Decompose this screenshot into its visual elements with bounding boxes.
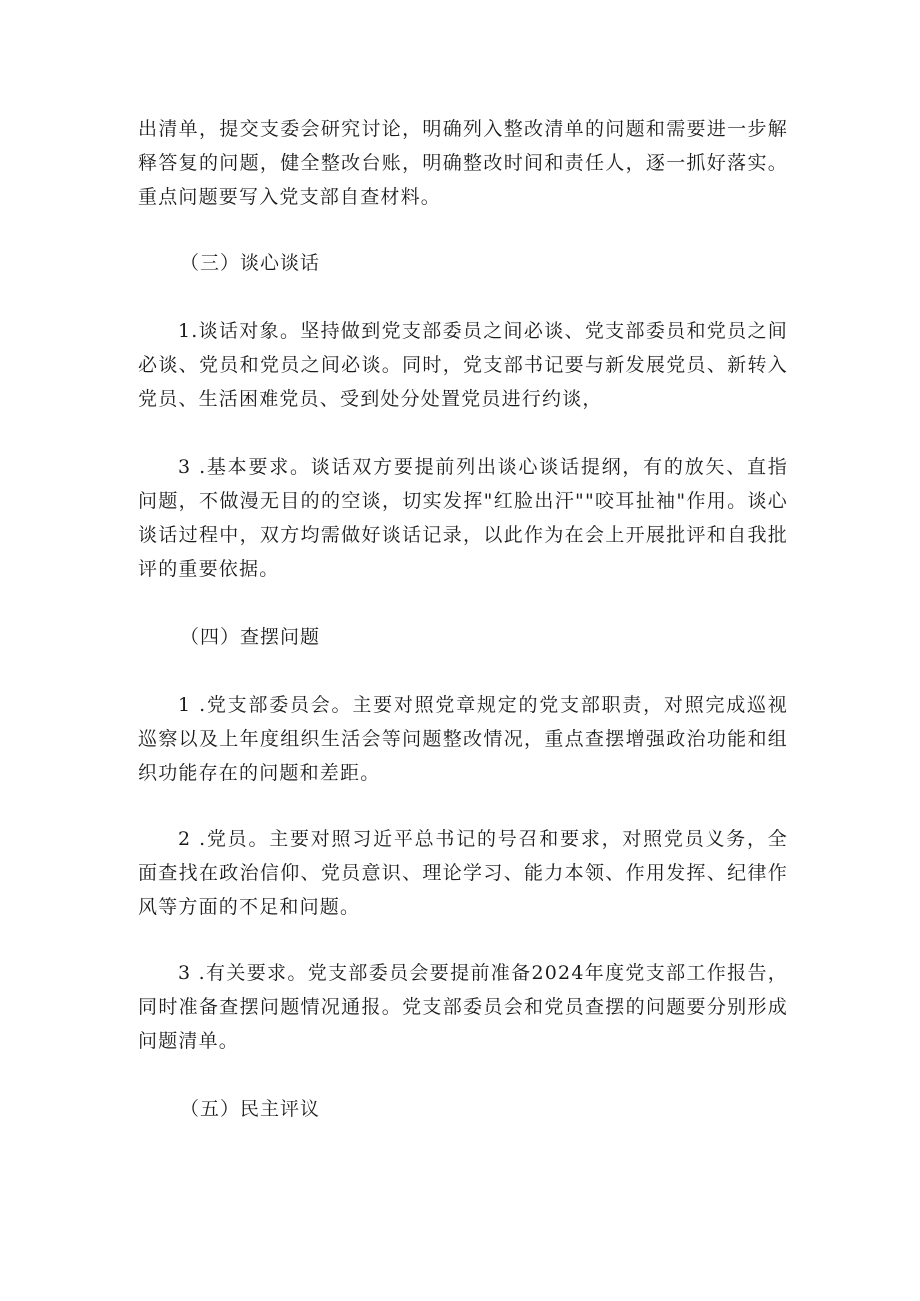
paragraph-related-requirements-text: 3 .有关要求。党支部委员会要提前准备2024年度党支部工作报告，同时准备查摆问题情况通报。党支部委员会和党员查摆的问题要分别形成问题清单。 [138,962,788,1052]
paragraph-talk-targets [138,314,788,416]
heading-talks: （三）谈心谈话 [180,252,321,274]
paragraph-branch-committee [138,688,788,790]
paragraph-branch-committee-text: 1 .党支部委员会。主要对照党章规定的党支部职责，对照完成巡视巡察以及上年度组织生活会等问题整改情况，重点查摆增强政治功能和组织功能存在的问题和差距。 [138,694,788,784]
paragraph-basic-requirements-text: 3 .基本要求。谈话双方要提前列出谈心谈话提纲，有的放矢、直指问题，不做漫无目的的空谈，切实发挥"红脸出汗""咬耳扯袖"作用。谈心谈话过程中，双方均需做好谈话记录，以此作为在会上开展批评和自我批评的重要依据。 [138,456,788,580]
paragraph-basic-requirements [138,450,788,586]
paragraph-intro [138,112,788,214]
paragraph-party-members [138,822,788,924]
paragraph-intro-text: 出清单，提交支委会研究讨论，明确列入整改清单的问题和需要进一步解释答复的问题，健全整改台账，明确整改时间和责任人，逐一抓好落实。重点问题要写入党支部自查材料。 [138,118,788,208]
heading-find-problems: （四）查摆问题 [180,626,321,648]
paragraph-talk-targets-text: 1.谈话对象。坚持做到党支部委员之间必谈、党支部委员和党员之间必谈、党员和党员之间必谈。同时，党支部书记要与新发展党员、新转入党员、生活困难党员、受到处分处置党员进行约谈， [138,320,788,410]
heading-democratic-review: （五）民主评议 [180,1098,321,1120]
paragraph-related-requirements [138,956,788,1058]
paragraph-party-members-text: 2 .党员。主要对照习近平总书记的号召和要求，对照党员义务，全面查找在政治信仰、党员意识、理论学习、能力本领、作用发挥、纪律作风等方面的不足和问题。 [138,828,788,918]
